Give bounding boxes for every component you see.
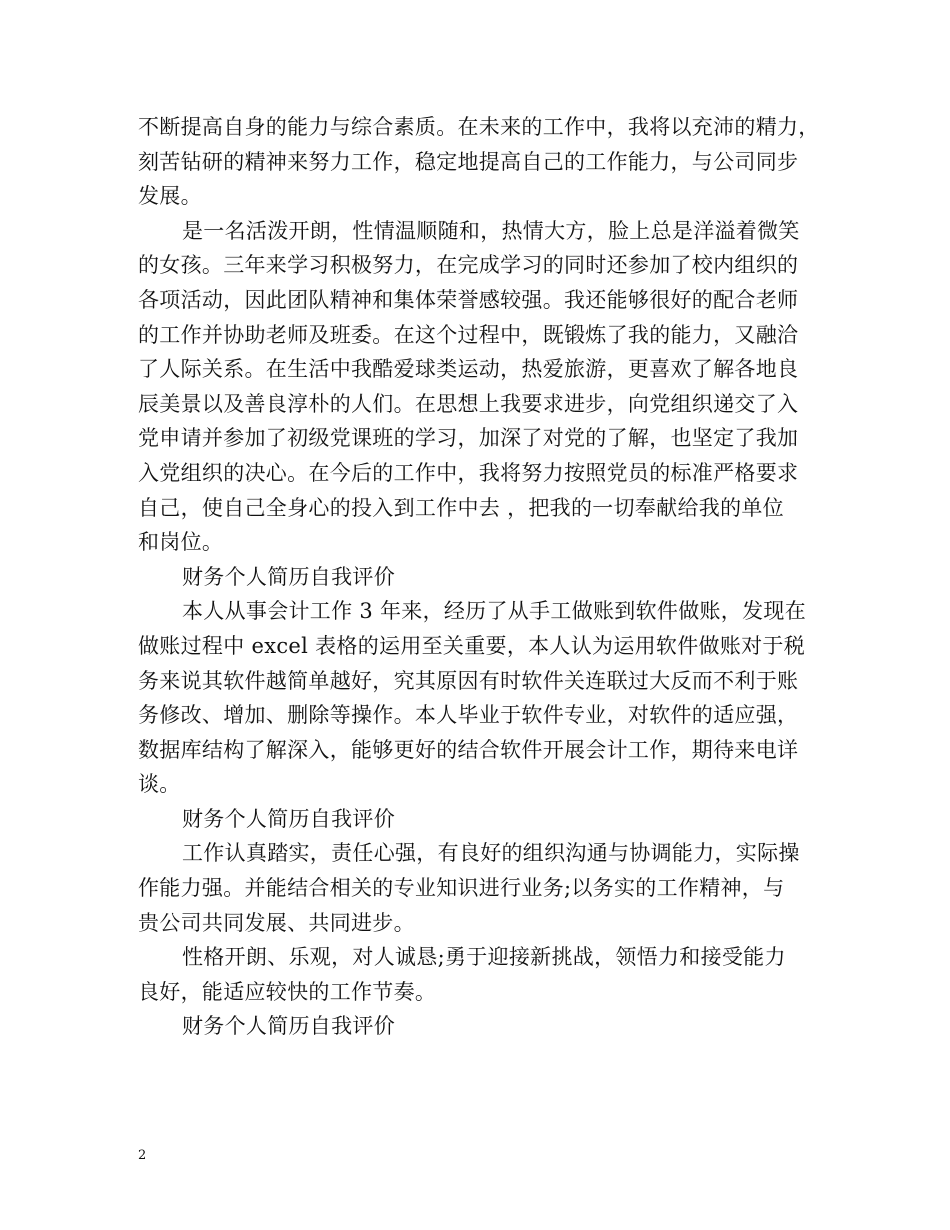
text-line: 作能力强。并能结合相关的专业知识进行业务;以务实的工作精神，与: [138, 876, 785, 901]
text-line: 务修改、增加、删除等操作。本人毕业于软件专业，对软件的适应强，: [138, 703, 799, 728]
text-line: 了人际关系。在生活中我酷爱球类运动，热爱旅游，更喜欢了解各地良: [138, 357, 799, 382]
section-heading: 财务个人简历自我评价: [182, 564, 395, 589]
text-line: 工作认真踏实，责任心强，有良好的组织沟通与协调能力，实际操: [182, 841, 800, 866]
text-line: 的工作并协助老师及班委。在这个过程中，既锻炼了我的能力，又融洽: [138, 322, 799, 347]
text-line: 做账过程中 excel 表格的运用至关重要，本人认为运用软件做账对于税: [138, 633, 806, 658]
text-line: 入党组织的决心。在今后的工作中，我将努力按照党员的标准严格要求: [138, 460, 799, 485]
text-line: 辰美景以及善良淳朴的人们。在思想上我要求进步，向党组织递交了入: [138, 391, 799, 416]
body-text: [138, 110, 824, 1044]
page-number: 2: [138, 1148, 147, 1163]
text-line: 谈。: [138, 772, 181, 797]
text-line: 刻苦钻研的精神来努力工作，稳定地提高自己的工作能力，与公司同步: [138, 149, 799, 174]
text-line: 自己，使自己全身心的投入到工作中去 ，把我的一切奉献给我的单位: [138, 495, 784, 520]
text-line: 党申请并参加了初级党课班的学习，加深了对党的了解，也坚定了我加: [138, 426, 799, 451]
text-line: 的女孩。三年来学习积极努力，在完成学习的同时还参加了校内组织的: [138, 253, 799, 278]
section-heading: 财务个人简历自我评价: [182, 1014, 395, 1039]
section-heading: 财务个人简历自我评价: [182, 806, 395, 831]
text-line: 务来说其软件越简单越好，究其原因有时软件关连联过大反而不利于账: [138, 668, 799, 693]
text-line: 本人从事会计工作 3 年来，经历了从手工做账到软件做账，发现在: [182, 599, 807, 624]
text-line: 发展。: [138, 184, 202, 209]
text-line: 数据库结构了解深入，能够更好的结合软件开展会计工作，期待来电详: [138, 737, 799, 762]
text-line: 是一名活泼开朗，性情温顺随和，热情大方，脸上总是洋溢着微笑: [182, 218, 800, 243]
text-line: 和岗位。: [138, 530, 224, 555]
text-line: 不断提高自身的能力与综合素质。在未来的工作中，我将以充沛的精力，: [138, 115, 820, 139]
text-line: 各项活动，因此团队精神和集体荣誉感较强。我还能够很好的配合老师: [138, 287, 799, 312]
text-line: 贵公司共同发展、共同进步。: [138, 910, 415, 935]
text-line: 性格开朗、乐观，对人诚恳;勇于迎接新挑战，领悟力和接受能力: [182, 945, 786, 970]
text-line: 良好，能适应较快的工作节奏。: [138, 979, 437, 1004]
